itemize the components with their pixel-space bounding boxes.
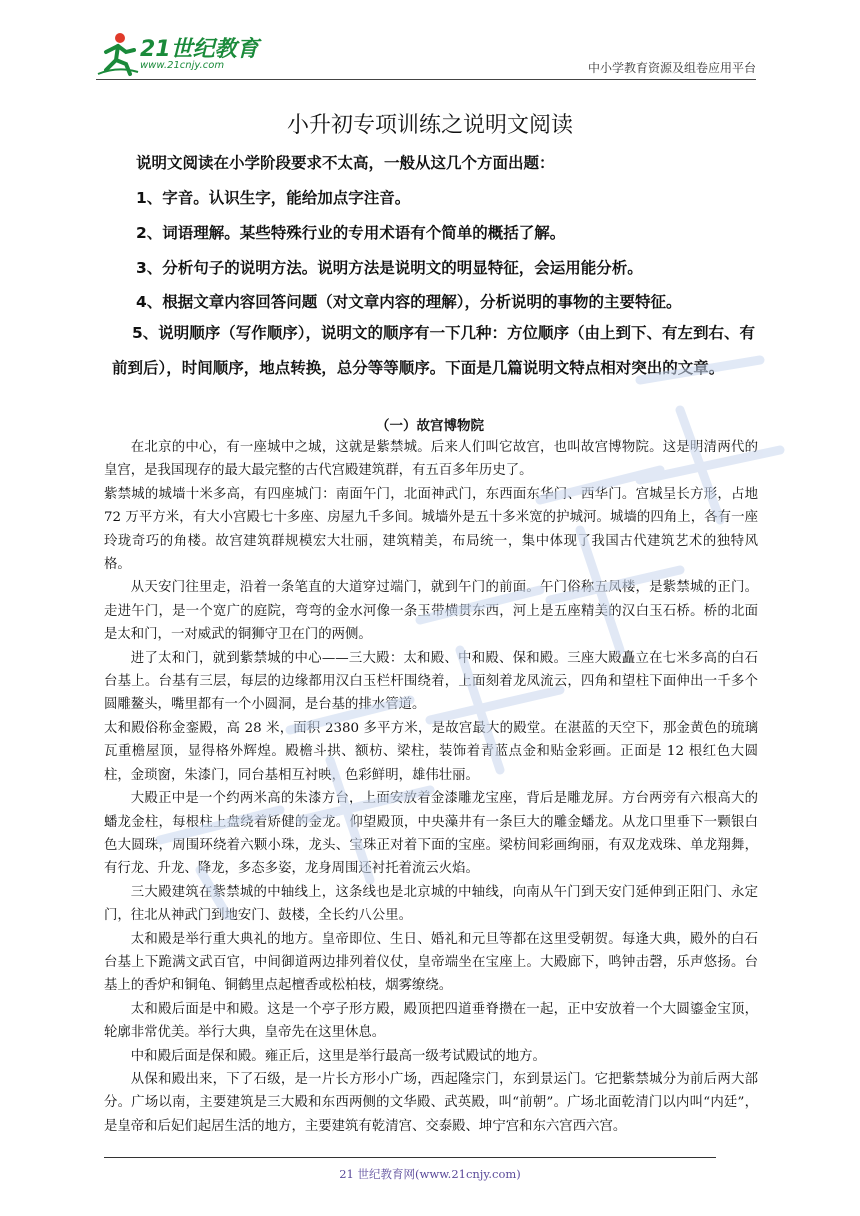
paragraph: 紫禁城的城墙十米多高，有四座城门：南面午门，北面神武门，东西面东华门、西华门。宫城呈长方形，占地 72 万平方米，有大小宫殿七十多座、房屋九千多间。城墙外是五十多米宽的护城河。城墙的四角上，各有一座玲珑奇巧的角楼。故宫建筑群规模宏大壮丽，建筑精美，布局统一，集中体现了我国古代建筑艺术的独特风格。	[104, 486, 758, 573]
section-title: （一）故宫博物院	[376, 418, 484, 434]
paragraph: 中和殿后面是保和殿。雍正后，这里是举行最高一级考试殿试的地方。	[130, 1048, 546, 1064]
paragraph: 太和殿俗称金銮殿，高 28 米，面积 2380 多平方米，是故宫最大的殿堂。在湛蓝的天空下，那金黄色的琉璃瓦重檐屋顶，显得格外辉煌。殿檐斗拱、额枋、梁柱，装饰着青蓝点金和贴金彩画。正面是 12 根红色大圆柱，金琐窗，朱漆门，同台基相互衬映，色彩鲜明，雄伟壮丽。	[104, 720, 758, 783]
intro-lead: 说明文阅读在小学阶段要求不太高，一般从这几个方面出题：	[136, 154, 555, 172]
paragraph: 在北京的中心，有一座城中之城，这就是紫禁城。后来人们叫它故宫，也叫故宫博物院。这是明清两代的皇宫，是我国现存的最大最完整的古代宫殿建筑群，有五百多年历史了。	[104, 440, 758, 479]
page-header	[96, 30, 756, 78]
runner-logo-icon	[96, 30, 140, 78]
paragraph: 太和殿后面是中和殿。这是一个亭子形方殿，殿顶把四道垂脊攒在一起，正中安放着一个大圆鎏金宝顶，轮廓非常优美。举行大典，皇帝先在这里休息。	[104, 1001, 758, 1041]
footer-divider	[104, 1157, 716, 1158]
article-body	[104, 436, 758, 1138]
intro-item-1: 1、字音。认识生字，能给加点字注音。	[136, 189, 411, 207]
intro-item-3: 3、分析句子的说明方法。说明方法是说明文的明显特征，会运用能分析。	[136, 259, 643, 277]
intro-item-5: 5、说明顺序（写作顺序），说明文的顺序有一下几种：方位顺序（由上到下、有左到右、有前到后），时间顺序，地点转换，总分等等顺序。下面是几篇说明文特点相对突出的文章。	[112, 324, 756, 377]
logo	[96, 30, 296, 78]
header-platform-text: 中小学教育资源及组卷应用平台	[587, 61, 756, 75]
paragraph: 太和殿是举行重大典礼的地方。皇帝即位、生日、婚礼和元旦等都在这里受朝贺。每逢大典，殿外的白石台基上下跪满文武百官，中间御道两边排列着仪仗，皇帝端坐在宝座上。大殿廊下，鸣钟击磬，乐声悠扬。台基上的香炉和铜龟、铜鹤里点起檀香或松柏枝，烟雾缭绕。	[104, 931, 758, 994]
paragraph: 进了太和门，就到紫禁城的中心——三大殿：太和殿、中和殿、保和殿。三座大殿矗立在七米多高的白石台基上。台基有三层，每层的边缘都用汉白玉栏杆围绕着，上面刻着龙凤流云，四角和望柱下面伸出一千多个圆雕鳌头，嘴里都有一个小圆洞，是台基的排水管道。	[104, 650, 758, 713]
page-title: 小升初专项训练之说明文阅读	[286, 113, 573, 138]
intro-item-4: 4、根据文章内容回答问题（对文章内容的理解），分析说明的事物的主要特征。	[136, 293, 682, 311]
paragraph: 从保和殿出来，下了石级，是一片长方形小广场，西起隆宗门，东到景运门。它把紫禁城分为前后两大部分。广场以南，主要建筑是三大殿和东西两侧的文华殿、武英殿，叫“前朝”。广场北面乾清门以内叫“内廷”，是皇帝和后妃们起居生活的地方，主要建筑有乾清宫、交泰殿、坤宁宫和东六宫西六宫。	[104, 1071, 758, 1134]
footer-text: 21 世纪教育网(www.21cnjy.com)	[339, 1167, 521, 1181]
paragraph: 三大殿建筑在紫禁城的中轴线上，这条线也是北京城的中轴线，向南从午门到天安门延伸到正阳门、永定门，往北从神武门到地安门、鼓楼，全长约八公里。	[104, 884, 758, 924]
intro-item-2: 2、词语理解。某些特殊行业的专用术语有个简单的概括了解。	[136, 224, 566, 242]
logo-text: 21世纪教育	[140, 37, 259, 62]
header-divider	[96, 79, 756, 80]
paragraph: 大殿正中是一个约两米高的朱漆方台，上面安放着金漆雕龙宝座，背后是雕龙屏。方台两旁有六根高大的蟠龙金柱，每根柱上盘绕着矫健的金龙。仰望殿顶，中央藻井有一条巨大的雕金蟠龙。从龙口里垂下一颗银白色大圆珠，周围环绕着六颗小珠，龙头、宝珠正对着下面的宝座。梁枋间彩画绚丽，有双龙戏珠、单龙翔舞，有行龙、升龙、降龙，多态多姿，龙身周围还衬托着流云火焰。	[104, 791, 758, 877]
logo-url: www.21cnjy.com	[140, 60, 225, 71]
paragraph: 从天安门往里走，沿着一条笔直的大道穿过端门，就到午门的前面。午门俗称五凤楼，是紫禁城的正门。走进午门，是一个宽广的庭院，弯弯的金水河像一条玉带横贯东西，河上是五座精美的汉白玉石桥。桥的北面是太和门，一对威武的铜狮守卫在门的两侧。	[104, 580, 758, 643]
